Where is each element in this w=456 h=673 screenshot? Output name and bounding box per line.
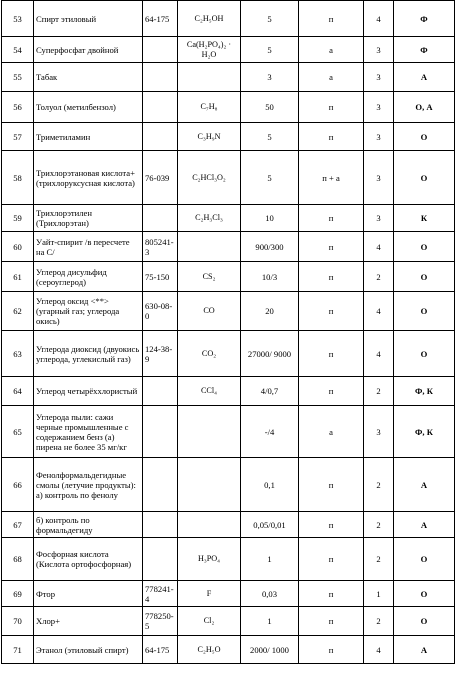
- aggregate-state: п: [299, 607, 364, 636]
- chemical-formula: CS₂: [178, 262, 241, 292]
- limit-value: 10: [241, 205, 299, 232]
- aggregate-state: п: [299, 123, 364, 151]
- substance-name: Уайт-спирит /в пересчете на С/: [34, 232, 143, 262]
- table-row: [2, 262, 455, 292]
- aggregate-state: а: [299, 63, 364, 92]
- limit-value: 27000/ 9000: [241, 331, 299, 377]
- cas-number: 778241-4: [143, 581, 178, 607]
- limit-value: 0,03: [241, 581, 299, 607]
- hazard-class: 3: [364, 205, 394, 232]
- hazard-class: 2: [364, 512, 394, 538]
- chemical-formula: C₂H₅OH: [178, 1, 241, 37]
- hazard-class: 3: [364, 37, 394, 63]
- chemical-formula: Cl₂: [178, 607, 241, 636]
- aggregate-state: п: [299, 205, 364, 232]
- hazard-class: 2: [364, 377, 394, 406]
- table-row: [2, 63, 455, 92]
- action-feature: О: [394, 607, 455, 636]
- chemical-formula: CO₂: [178, 331, 241, 377]
- aggregate-state: а: [299, 406, 364, 458]
- row-number: 63: [2, 331, 34, 377]
- table-row: [2, 406, 455, 458]
- limit-value: 900/300: [241, 232, 299, 262]
- row-number: 53: [2, 1, 34, 37]
- aggregate-state: п: [299, 512, 364, 538]
- chemical-formula: H₃PO₄: [178, 538, 241, 581]
- substance-name: Углерод дисульфид (сероуглерод): [34, 262, 143, 292]
- substance-name: Трихлорэтановая кислота+ (трихлоруксусная кислота): [34, 151, 143, 205]
- substance-name: Табак: [34, 63, 143, 92]
- hazard-class: 4: [364, 636, 394, 664]
- hazard-class: 2: [364, 607, 394, 636]
- hazard-class: 3: [364, 63, 394, 92]
- table-row: [2, 292, 455, 331]
- hazard-class: 3: [364, 92, 394, 123]
- chemical-formula: F: [178, 581, 241, 607]
- action-feature: А: [394, 512, 455, 538]
- row-number: 65: [2, 406, 34, 458]
- row-number: 57: [2, 123, 34, 151]
- substances-table: [1, 0, 455, 664]
- row-number: 55: [2, 63, 34, 92]
- substance-name: Углерода диоксид (двуокись углерода, углекислый газ): [34, 331, 143, 377]
- action-feature: О: [394, 292, 455, 331]
- table-row: [2, 151, 455, 205]
- limit-value: 50: [241, 92, 299, 123]
- row-number: 69: [2, 581, 34, 607]
- table-row: [2, 377, 455, 406]
- cas-number: 630-08-0: [143, 292, 178, 331]
- chemical-formula: C₂HCl₃O₂: [178, 151, 241, 205]
- row-number: 58: [2, 151, 34, 205]
- action-feature: О: [394, 123, 455, 151]
- chemical-formula: [178, 63, 241, 92]
- chemical-formula: Ca(H₂PO₄)₂ · H₂O: [178, 37, 241, 63]
- action-feature: О: [394, 538, 455, 581]
- substance-name: Углерод оксид <**> (угарный газ; углерода окись): [34, 292, 143, 331]
- cas-number: [143, 123, 178, 151]
- cas-number: [143, 406, 178, 458]
- table-row: [2, 331, 455, 377]
- substance-name: Фтор: [34, 581, 143, 607]
- action-feature: Ф, К: [394, 377, 455, 406]
- table-row: [2, 205, 455, 232]
- action-feature: Ф: [394, 37, 455, 63]
- hazard-class: 3: [364, 406, 394, 458]
- action-feature: А: [394, 636, 455, 664]
- limit-value: 5: [241, 123, 299, 151]
- aggregate-state: п: [299, 262, 364, 292]
- aggregate-state: п + а: [299, 151, 364, 205]
- substance-name: Хлор+: [34, 607, 143, 636]
- cas-number: 75-150: [143, 262, 178, 292]
- cas-number: [143, 92, 178, 123]
- cas-number: [143, 205, 178, 232]
- row-number: 67: [2, 512, 34, 538]
- limit-value: 5: [241, 151, 299, 205]
- substance-name: Углерода пыли: сажи черные промышленные с содержанием бенз (а) пирена не более 35 мг/кг: [34, 406, 143, 458]
- cas-number: [143, 377, 178, 406]
- limit-value: 0,05/0,01: [241, 512, 299, 538]
- chemical-formula: CO: [178, 292, 241, 331]
- substance-name: Триметиламин: [34, 123, 143, 151]
- row-number: 56: [2, 92, 34, 123]
- hazard-class: 4: [364, 331, 394, 377]
- hazard-class: 3: [364, 123, 394, 151]
- limit-value: 5: [241, 37, 299, 63]
- chemical-formula: C₇H₈: [178, 92, 241, 123]
- hazard-class: 4: [364, 1, 394, 37]
- table-row: [2, 636, 455, 664]
- cas-number: [143, 37, 178, 63]
- action-feature: О: [394, 262, 455, 292]
- chemical-formula: C₂H₃Cl₃: [178, 205, 241, 232]
- table-row: [2, 581, 455, 607]
- action-feature: О: [394, 581, 455, 607]
- limit-value: 5: [241, 1, 299, 37]
- table-row: [2, 538, 455, 581]
- cas-number: 778250-5: [143, 607, 178, 636]
- hazard-class: 1: [364, 581, 394, 607]
- row-number: 54: [2, 37, 34, 63]
- limit-value: 4/0,7: [241, 377, 299, 406]
- substance-name: Этанол (этиловый спирт): [34, 636, 143, 664]
- cas-number: [143, 63, 178, 92]
- cas-number: 64-175: [143, 636, 178, 664]
- table-row: [2, 92, 455, 123]
- hazard-class: 2: [364, 262, 394, 292]
- table-row: [2, 232, 455, 262]
- cas-number: [143, 538, 178, 581]
- table-row: [2, 607, 455, 636]
- row-number: 70: [2, 607, 34, 636]
- aggregate-state: п: [299, 331, 364, 377]
- substance-name: Фенолформальдегидные смолы (летучие продукты): а) контроль по фенолу: [34, 458, 143, 512]
- hazard-class: 2: [364, 458, 394, 512]
- substance-name: б) контроль по формальдегиду: [34, 512, 143, 538]
- aggregate-state: п: [299, 538, 364, 581]
- limit-value: 10/3: [241, 262, 299, 292]
- limit-value: 0,1: [241, 458, 299, 512]
- row-number: 61: [2, 262, 34, 292]
- cas-number: 64-175: [143, 1, 178, 37]
- aggregate-state: п: [299, 581, 364, 607]
- row-number: 62: [2, 292, 34, 331]
- row-number: 59: [2, 205, 34, 232]
- cas-number: [143, 512, 178, 538]
- aggregate-state: п: [299, 232, 364, 262]
- action-feature: К: [394, 205, 455, 232]
- substance-name: Трихлорэтилен (Трихлорэтан): [34, 205, 143, 232]
- action-feature: Ф, К: [394, 406, 455, 458]
- row-number: 64: [2, 377, 34, 406]
- limit-value: 20: [241, 292, 299, 331]
- table-row: [2, 123, 455, 151]
- table-row: [2, 458, 455, 512]
- chemical-formula: C₃H₉N: [178, 123, 241, 151]
- action-feature: О: [394, 151, 455, 205]
- cas-number: [143, 458, 178, 512]
- aggregate-state: п: [299, 377, 364, 406]
- cas-number: 805241-3: [143, 232, 178, 262]
- row-number: 68: [2, 538, 34, 581]
- limit-value: -/4: [241, 406, 299, 458]
- substance-name: Суперфосфат двойной: [34, 37, 143, 63]
- table-row: [2, 37, 455, 63]
- cas-number: 124-38-9: [143, 331, 178, 377]
- limit-value: 2000/ 1000: [241, 636, 299, 664]
- table-row: [2, 512, 455, 538]
- limit-value: 1: [241, 607, 299, 636]
- aggregate-state: а: [299, 37, 364, 63]
- substance-name: Фосфорная кислота (Кислота ортофосфорная): [34, 538, 143, 581]
- action-feature: А: [394, 63, 455, 92]
- cas-number: 76-039: [143, 151, 178, 205]
- table-row: [2, 1, 455, 37]
- chemical-formula: [178, 458, 241, 512]
- action-feature: О: [394, 331, 455, 377]
- action-feature: А: [394, 458, 455, 512]
- hazard-class: 4: [364, 292, 394, 331]
- substance-name: Толуол (метилбензол): [34, 92, 143, 123]
- aggregate-state: п: [299, 458, 364, 512]
- row-number: 71: [2, 636, 34, 664]
- row-number: 66: [2, 458, 34, 512]
- substance-name: Углерод четырёххлористый: [34, 377, 143, 406]
- chemical-formula: CCl₄: [178, 377, 241, 406]
- row-number: 60: [2, 232, 34, 262]
- chemical-formula: [178, 406, 241, 458]
- action-feature: О: [394, 232, 455, 262]
- action-feature: О, А: [394, 92, 455, 123]
- hazard-class: 4: [364, 232, 394, 262]
- aggregate-state: п: [299, 636, 364, 664]
- aggregate-state: п: [299, 92, 364, 123]
- chemical-formula: C₂H₅O: [178, 636, 241, 664]
- substance-name: Спирт этиловый: [34, 1, 143, 37]
- action-feature: Ф: [394, 1, 455, 37]
- hazard-class: 3: [364, 151, 394, 205]
- hazard-class: 2: [364, 538, 394, 581]
- aggregate-state: п: [299, 1, 364, 37]
- chemical-formula: [178, 512, 241, 538]
- limit-value: 3: [241, 63, 299, 92]
- chemical-formula: [178, 232, 241, 262]
- limit-value: 1: [241, 538, 299, 581]
- aggregate-state: п: [299, 292, 364, 331]
